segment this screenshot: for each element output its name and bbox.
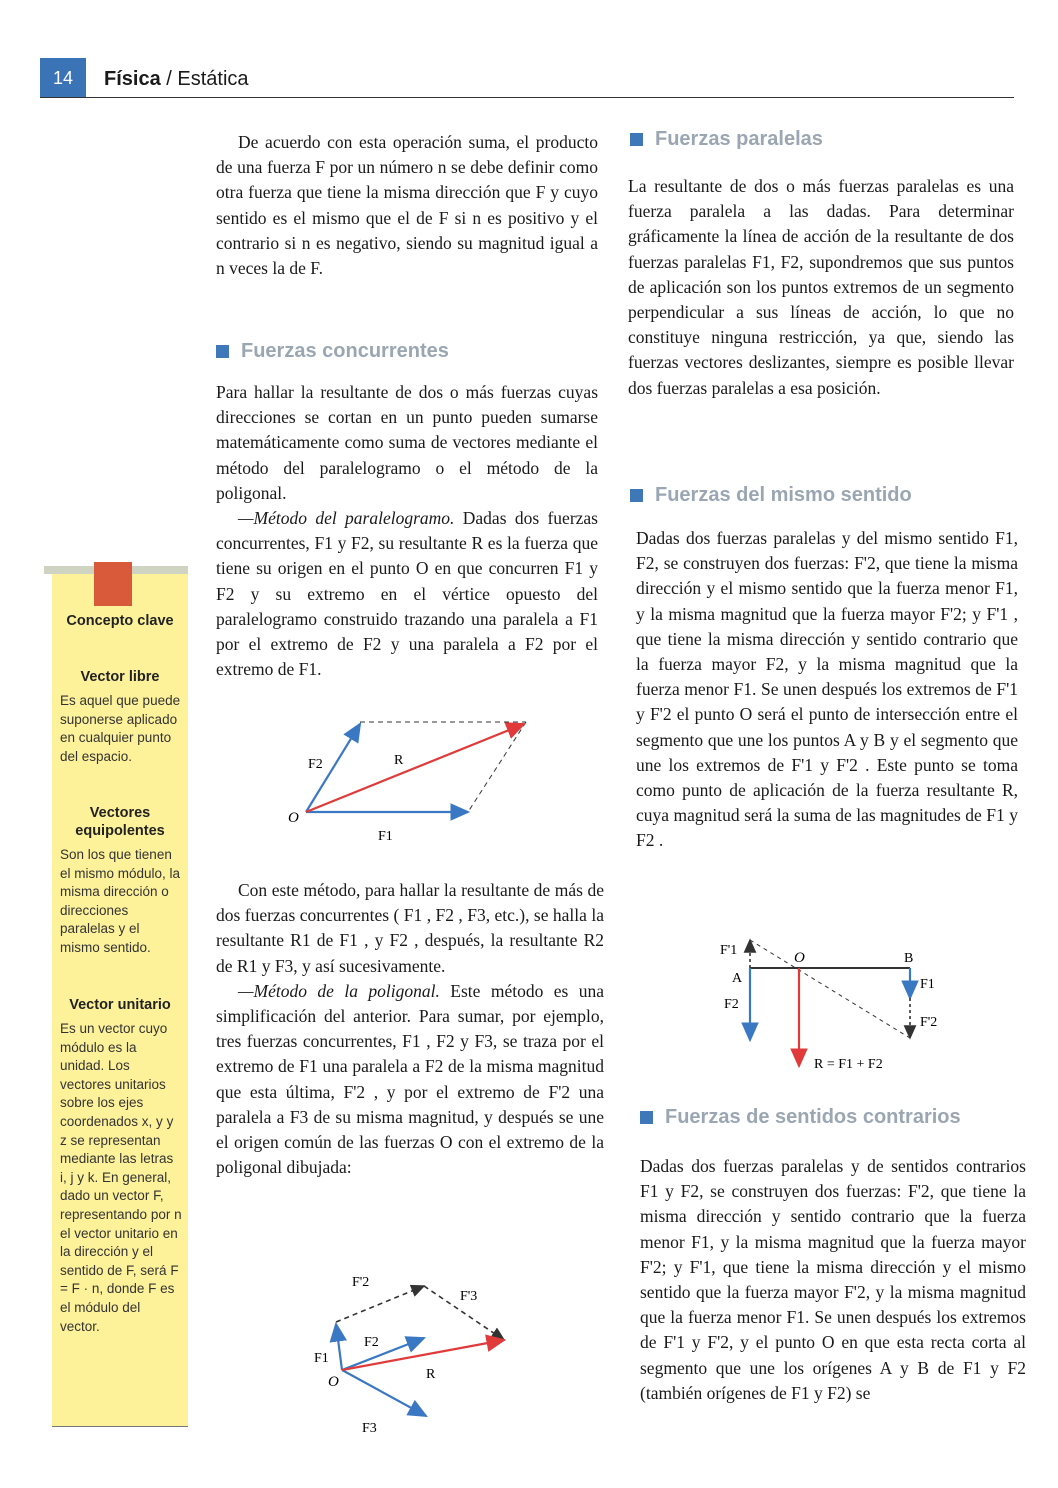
term-vector-libre: Vector libre bbox=[80, 669, 160, 685]
sidebar-bottom-rule bbox=[52, 1426, 188, 1427]
label-r: R = F1 + F2 bbox=[814, 1057, 883, 1072]
def-vector-unitario: Es un vector cuyo módulo es la unidad. Los vectores unitarios sobre los ejes coordenados x, y y z se representan mediante las letras i, j y k. En general, dado un vector F, representando por n el vector unitario en la dirección y el sentido de F, será F = F · n, donde F es el módulo del vector. bbox=[60, 1021, 182, 1334]
label-f2p: F'2 bbox=[920, 1015, 938, 1030]
dashed-diagonal bbox=[750, 940, 910, 1038]
label-f1p: F'1 bbox=[720, 943, 738, 958]
figure-parallelogram bbox=[270, 706, 570, 856]
label-b: B bbox=[904, 951, 914, 966]
section-square-icon bbox=[630, 133, 643, 146]
label-f2: F2 bbox=[724, 997, 739, 1012]
header-subject: Física bbox=[104, 68, 161, 90]
label-r: R bbox=[426, 1367, 436, 1382]
section-heading-concurrentes: Fuerzas concurrentes bbox=[216, 340, 449, 363]
label-f2: F2 bbox=[364, 1335, 379, 1350]
sidebar-tab bbox=[94, 562, 132, 606]
paragraph-paralelogramo: —Método del paralelogramo. Dadas dos fuerzas concurrentes, F1 y F2, su resultante R es la fuerza que tiene su origen en el punto O en que concurren F1 y F2 y su extremo en el vértice opuesto del paralelogramo construido trazando una paralela a F1 por el extremo de F2 y una paralela a F2 por el extremo de F1. bbox=[216, 508, 598, 680]
vector-f1 bbox=[336, 1324, 342, 1370]
running-header bbox=[104, 68, 249, 91]
vector-f3 bbox=[342, 1370, 426, 1416]
label-r: R bbox=[394, 753, 404, 768]
page-number: 14 bbox=[40, 58, 86, 98]
section-square-icon bbox=[216, 345, 229, 358]
section-heading-mismo-sentido: Fuerzas del mismo sentido bbox=[630, 484, 912, 507]
sidebar-title: Concepto clave bbox=[66, 613, 174, 629]
left-column-bottom bbox=[216, 878, 604, 1180]
section-heading-sentidos-contrarios: Fuerzas de sentidos contrarios bbox=[640, 1106, 961, 1129]
paragraph-mismo-sentido: Dadas dos fuerzas paralelas y del mismo sentido F1, F2, se construyen dos fuerzas: F'2, que tiene la misma dirección y el mismo sentido que la fuerza menor F1, y la misma magnitud que la fuerza mayor F'2; y F'1 , que tiene la misma dirección y sentido contrario que la fuerza mayor F2, y la misma magnitud que la fuerza menor F1. Se unen después los extremos de F'1 y F'2 el punto O será el punto de intersección entre el segmento que une los puntos A y B y el segmento que une los extremos de F'1 y F'2 . Este punto se toma como punto de aplicación de la fuerza resultante R, cuya magnitud será la suma de las magnitudes de F1 y F2 . bbox=[636, 528, 1018, 851]
dashed-vector-f2p bbox=[336, 1286, 424, 1322]
label-f2: F2 bbox=[308, 757, 323, 772]
paragraph-sentidos-contrarios: Dadas dos fuerzas paralelas y de sentidos contrarios F1 y F2, se construyen dos fuerzas: F'2, que tiene la misma dirección y sentido contrario que la fuerza menor F1, y la misma magnitud que la fuerza mayor F'2; y F'1, que tiene la misma dirección y el mismo sentido que la fuerza mayor F'2, y la misma magnitud que la fuerza menor F1. Se unen después los extremos de F'1 y F'2, y el punto O en que esta recta corta al segmento que une los orígenes A y B de F1 y F2 (también orígenes de F1 y F2) se bbox=[640, 1156, 1026, 1403]
label-a: A bbox=[732, 971, 743, 986]
paragraph-operacion: De acuerdo con esta operación suma, el producto de una fuerza F por un número n se debe definir como otra fuerza que tiene la misma dirección que F y cuyo sentido es el mismo que el de F si n es positivo y el contrario si n es negativo, siendo su magnitud igual a n veces la de F. bbox=[216, 132, 598, 279]
label-f1: F1 bbox=[920, 977, 935, 992]
label-f1: F1 bbox=[378, 829, 393, 844]
right-column-mid bbox=[636, 526, 1018, 854]
vector-f2 bbox=[342, 1338, 424, 1370]
header-rule bbox=[40, 97, 1014, 98]
def-vectores-equipolentes: Son los que tienen el mismo módulo, la misma dirección o direcciones paralelas y el mismo sentido. bbox=[60, 847, 181, 955]
header-separator: / bbox=[160, 68, 178, 90]
left-column-top bbox=[216, 130, 598, 281]
vector-r bbox=[306, 724, 524, 812]
label-f1: F1 bbox=[314, 1351, 329, 1366]
term-vector-unitario: Vector unitario bbox=[69, 997, 171, 1013]
header-topic: Estática bbox=[177, 68, 249, 90]
def-vector-libre: Es aquel que puede suponerse aplicado en cualquier punto del espacio. bbox=[60, 693, 181, 764]
left-column-mid bbox=[216, 380, 598, 682]
section-square-icon bbox=[640, 1111, 653, 1124]
figure-polygon bbox=[300, 1266, 530, 1436]
figure-same-direction bbox=[710, 930, 970, 1080]
paragraph-mas-fuerzas: Con este método, para hallar la resultante de más de dos fuerzas concurrentes ( F1 , F2 , F3, etc.), se halla la resultante R1 de F1 , y F2 , después, la resultante R2 de R1 y F3, y así sucesivamente. bbox=[216, 880, 604, 976]
label-f3p: F'3 bbox=[460, 1289, 478, 1304]
label-o: O bbox=[328, 1374, 339, 1390]
right-column-top bbox=[628, 174, 1014, 401]
label-f3: F3 bbox=[362, 1421, 377, 1436]
paragraph-paralelas: La resultante de dos o más fuerzas paralelas es una fuerza paralela a las dadas. Para determinar gráficamente la línea de acción de la resultante de dos fuerzas paralelas F1, F2, supondremos que sus puntos de aplicación son los puntos extremos de un segmento perpendicular a sus líneas de acción, lo que no constituye ninguna restricción, ya que, siendo las fuerzas vectores deslizantes, siempre es posible llevar dos fuerzas paralelas a esa posición. bbox=[628, 176, 1014, 398]
right-column-bottom bbox=[640, 1154, 1026, 1406]
section-heading-paralelas: Fuerzas paralelas bbox=[630, 128, 823, 151]
label-o: O bbox=[288, 810, 299, 826]
label-o: O bbox=[794, 950, 805, 966]
label-f2p: F'2 bbox=[352, 1275, 370, 1290]
term-vectores-equipolentes: Vectores equipolentes bbox=[75, 805, 165, 839]
section-square-icon bbox=[630, 489, 643, 502]
paragraph-poligonal: —Método de la poligonal. Este método es una simplificación del anterior. Para sumar, por ejemplo, tres fuerzas concurrentes, F1 , F2 y F3, se traza por el extremo de F1 una paralela a F2 de la misma magnitud que esta última, F'2 , y por el extremo de F'2 una paralela a F3 de su misma magnitud, y después se une el origen común de las fuerzas O con el extremo de la poligonal dibujada: bbox=[216, 980, 605, 1178]
paragraph-concurrentes: Para hallar la resultante de dos o más fuerzas cuyas direcciones se cortan en un punto pueden sumarse matemáticamente como suma de vectores mediante el método del paralelogramo o el método de la poligonal. bbox=[216, 382, 598, 503]
